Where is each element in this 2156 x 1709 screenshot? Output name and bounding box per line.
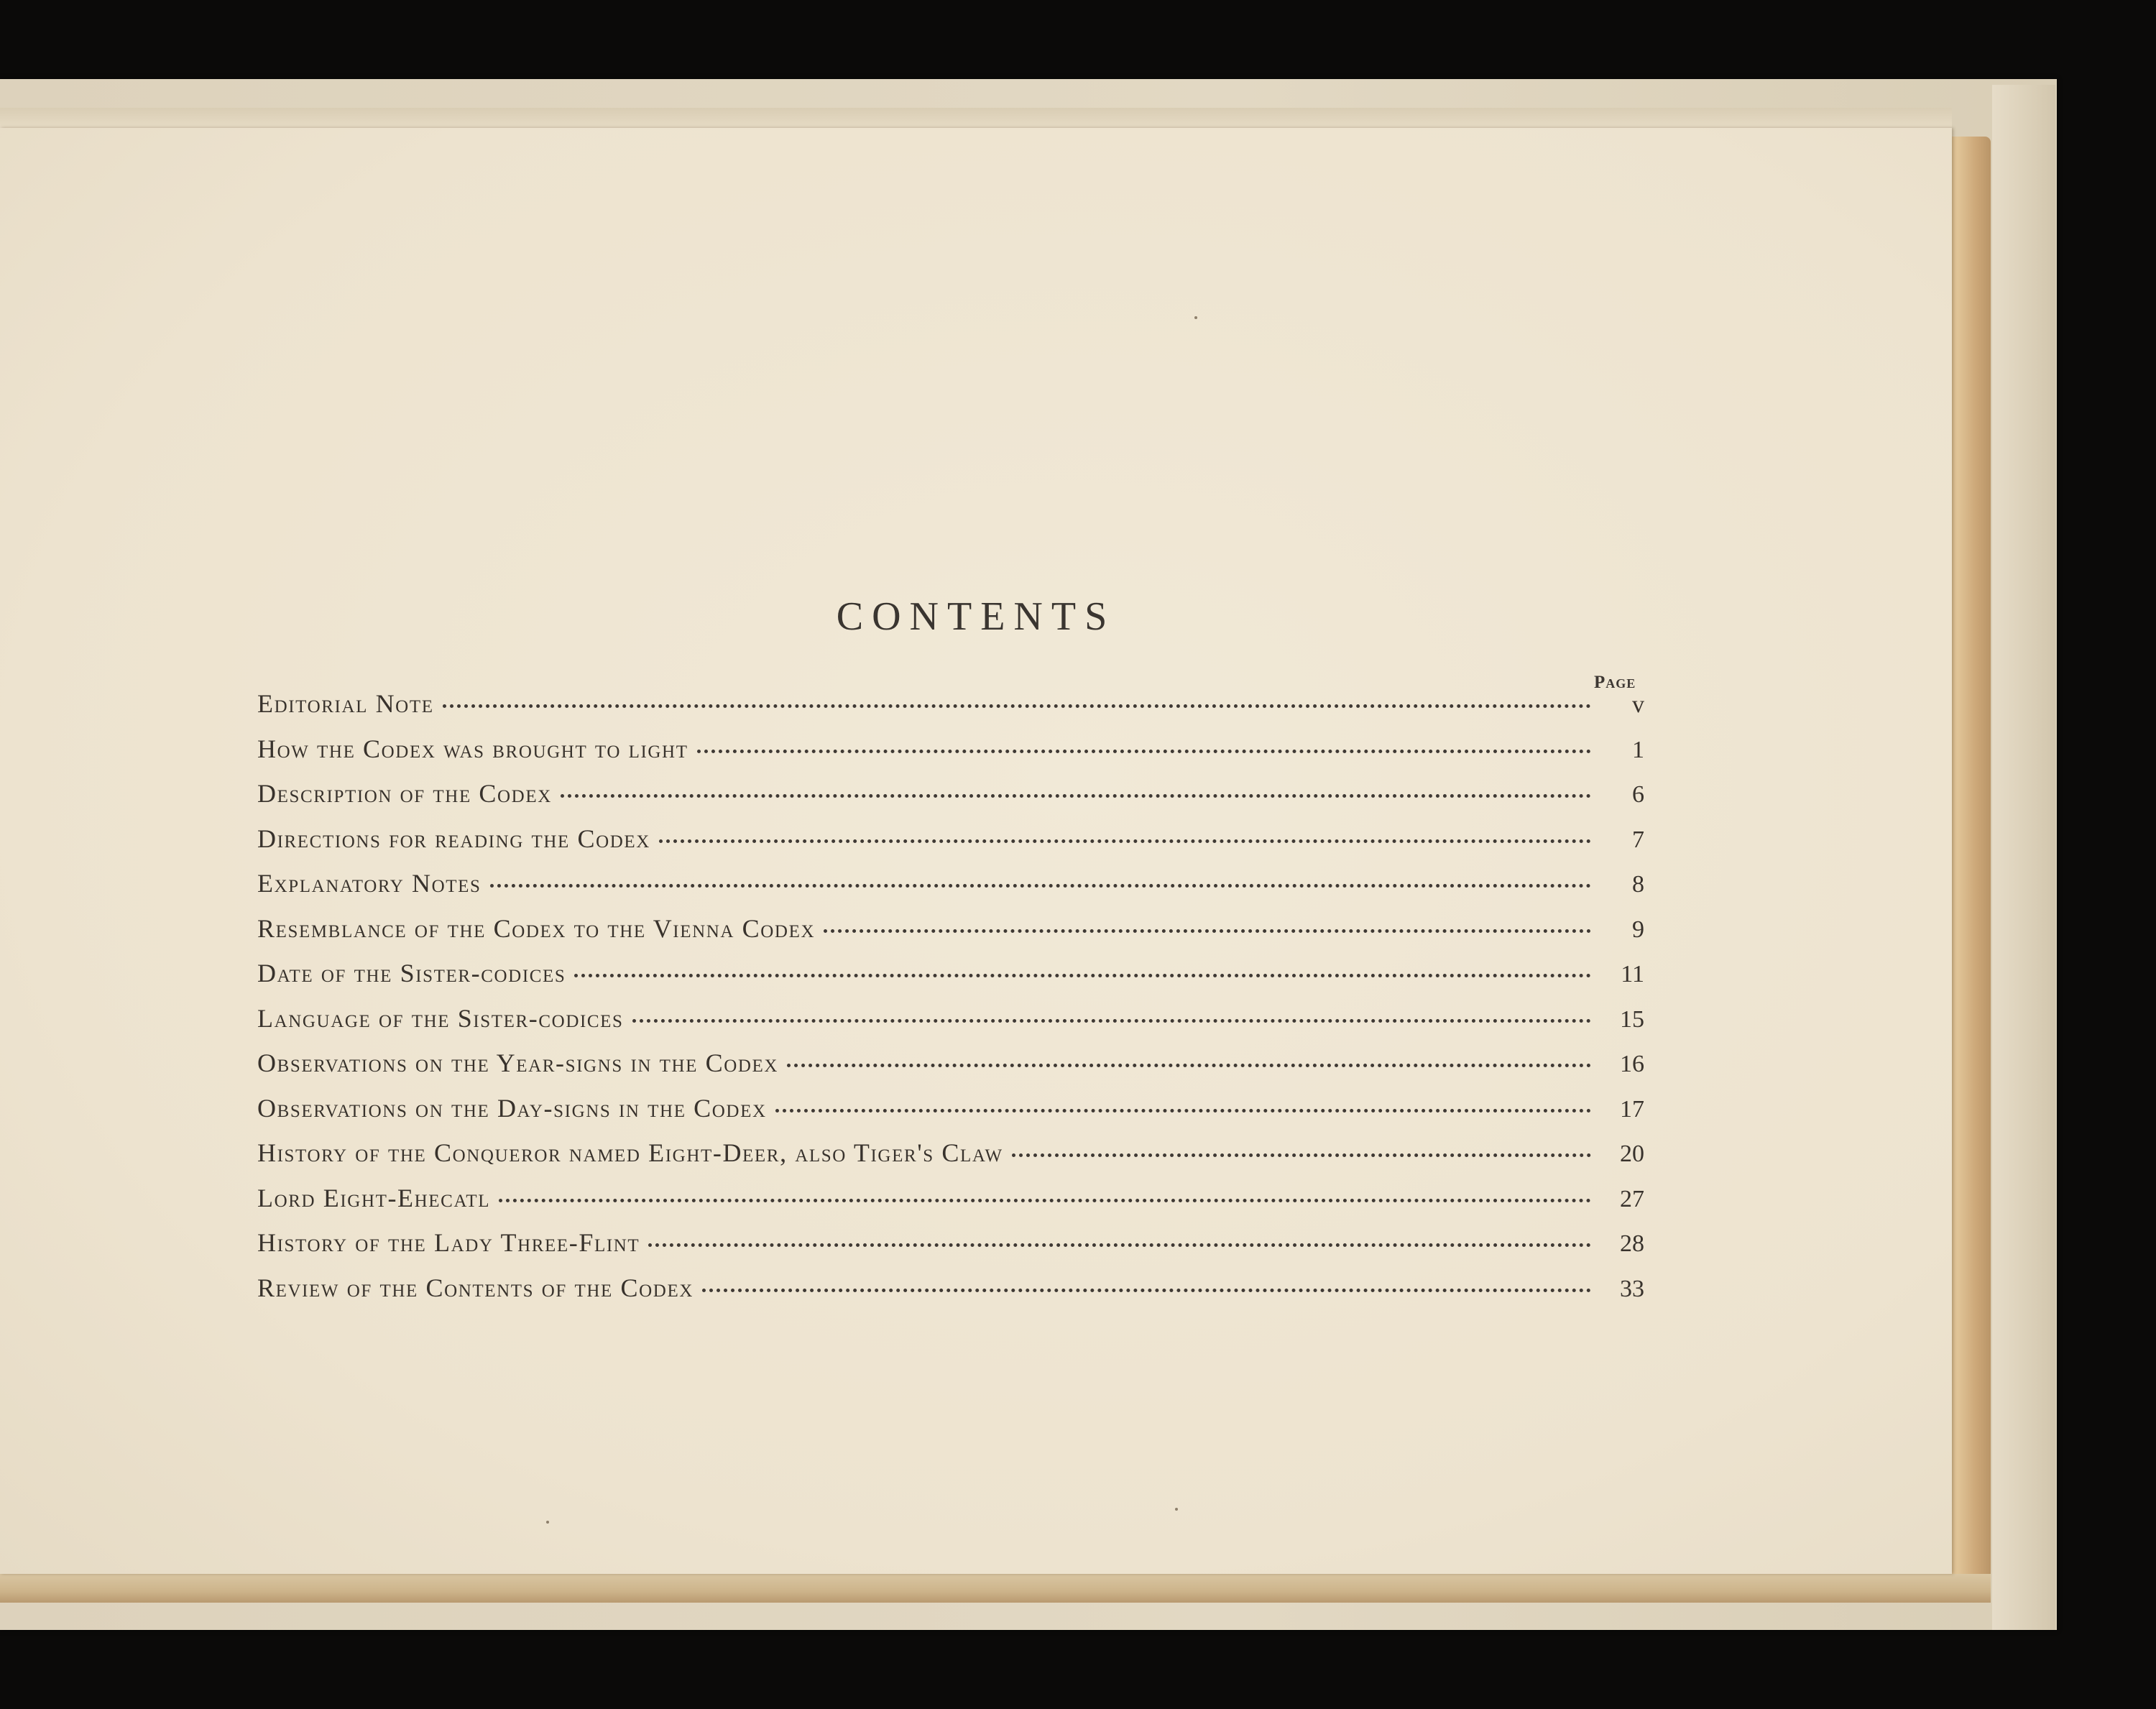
dot-leader — [648, 1243, 1591, 1247]
dot-leader — [561, 794, 1591, 798]
toc-entry — [257, 764, 1644, 809]
toc-entry — [257, 809, 1644, 854]
dot-leader — [574, 974, 1591, 977]
toc-entry-title: How the Codex was brought to light — [257, 734, 688, 763]
page-edges-bottom — [0, 1574, 1991, 1603]
toc-entry-page: 7 — [1632, 826, 1644, 853]
toc-entry — [257, 1213, 1644, 1258]
toc-entry-title: Language of the Sister-codices — [257, 1003, 624, 1033]
dot-leader — [775, 1109, 1591, 1113]
toc-entry — [257, 674, 1644, 719]
paper-speck — [1194, 316, 1197, 319]
paper-speck — [546, 1521, 549, 1524]
toc-entry — [257, 719, 1644, 765]
dot-leader — [702, 1289, 1591, 1292]
toc-entry-page: 1 — [1632, 736, 1644, 763]
toc-entry-title: Resemblance of the Codex to the Vienna Codex — [257, 913, 816, 943]
toc-entry-page: 9 — [1632, 916, 1644, 943]
dot-leader — [499, 1199, 1591, 1202]
toc-entry-page: 33 — [1620, 1275, 1644, 1302]
toc-entry — [257, 989, 1644, 1034]
toc-entry-title: Description of the Codex — [257, 779, 552, 808]
toc-entry — [257, 899, 1644, 944]
toc-entry-title: Lord Eight-Ehecatl — [257, 1183, 491, 1212]
toc-entry-page: 17 — [1620, 1095, 1644, 1123]
dot-leader — [632, 1019, 1591, 1023]
page-column-heading: Page — [1594, 673, 1636, 692]
toc-entry-page: 6 — [1632, 781, 1644, 808]
page-title: CONTENTS — [836, 594, 1116, 639]
dot-leader — [1012, 1153, 1591, 1157]
dot-leader — [787, 1064, 1591, 1067]
dot-leader — [490, 884, 1591, 888]
contents-page — [0, 128, 1952, 1574]
toc-entry-title: Review of the Contents of the Codex — [257, 1273, 694, 1302]
toc-entry-page: v — [1632, 691, 1644, 718]
toc-entry-title: Observations on the Day-signs in the Codex — [257, 1093, 767, 1123]
toc-entry — [257, 1258, 1644, 1304]
dot-leader — [659, 839, 1591, 843]
toc-entry-page: 28 — [1620, 1230, 1644, 1257]
toc-entry-title: History of the Conqueror named Eight-Deer, also Tiger's Claw — [257, 1138, 1003, 1167]
toc-entry-page: 15 — [1620, 1005, 1644, 1033]
dot-leader — [697, 750, 1591, 753]
toc-entry-title: Observations on the Year-signs in the Codex — [257, 1049, 779, 1077]
toc-entry — [257, 1169, 1644, 1214]
paper-speck — [1175, 1508, 1178, 1511]
toc-entry-page: 11 — [1621, 961, 1644, 987]
toc-entry-page: 27 — [1620, 1185, 1644, 1212]
dot-leader — [824, 929, 1591, 933]
page-top-edge — [0, 108, 1952, 129]
toc-entry — [257, 1079, 1644, 1124]
dot-leader — [443, 704, 1591, 708]
toc-entry — [257, 854, 1644, 899]
toc-entry-title: Explanatory Notes — [257, 869, 482, 898]
toc-entry-title: Directions for reading the Codex — [257, 824, 650, 853]
toc-entry-page: 8 — [1632, 871, 1644, 898]
toc-entry-page: 16 — [1620, 1051, 1644, 1077]
cover-edge — [1992, 85, 2055, 1630]
toc-entry-title: Editorial Note — [257, 689, 434, 718]
toc-entry — [257, 944, 1644, 989]
toc-entry-page: 20 — [1620, 1141, 1644, 1167]
contents-list — [257, 674, 1644, 1303]
toc-entry — [257, 1123, 1644, 1169]
toc-entry-title: History of the Lady Three-Flint — [257, 1228, 640, 1257]
toc-entry-title: Date of the Sister-codices — [257, 959, 566, 987]
toc-entry — [257, 1033, 1644, 1079]
